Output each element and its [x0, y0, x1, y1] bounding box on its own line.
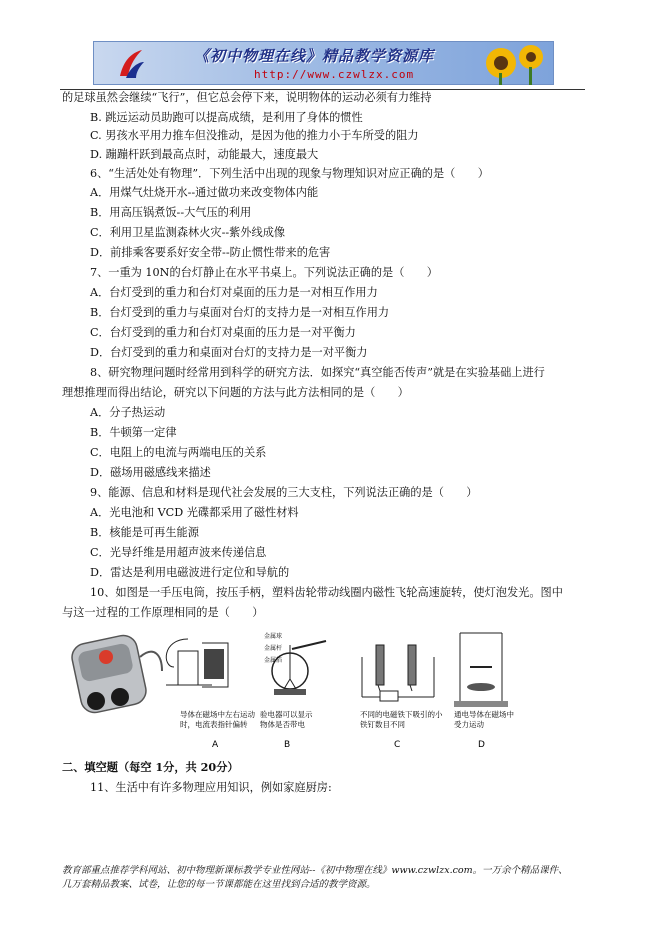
- diagram-c: [362, 645, 434, 701]
- option-a: A．光电池和 VCD 光碟都采用了磁性材料: [90, 506, 299, 519]
- question-9: 9、能源、信息和材料是现代社会发展的三大支柱，下列说法正确的是（ ）: [90, 486, 478, 499]
- option-b: B. 跳远运动员助跑可以提高成绩，是利用了身体的惯性: [90, 111, 363, 124]
- text-line: 的足球虽然会继续“飞行”，但它总会停下来，说明物体的运动必须有力维持: [62, 91, 432, 104]
- option-d: D．台灯受到的重力和桌面对台灯的支持力是一对平衡力: [90, 346, 368, 359]
- caption-b-2: 物体是否带电: [260, 720, 305, 729]
- option-c: C．利用卫星监测森林火灾--紫外线成像: [90, 226, 286, 239]
- caption-c-1: 不同的电磁铁下吸引的小: [360, 710, 443, 719]
- header-banner: [93, 41, 554, 85]
- caption-a-1: 导体在磁场中左右运动: [180, 710, 255, 719]
- option-c: C．光导纤维是用超声波来传递信息: [90, 546, 267, 559]
- footer-line: 几万套精品教案、试卷，让您的每一节课都能在这里找到合适的教学资源。: [62, 879, 376, 890]
- caption-b-1: 验电器可以显示: [260, 710, 313, 719]
- option-c: C．电阻上的电流与两端电压的关系: [90, 446, 267, 459]
- question-10: 10、如图是一手压电筒，按压手柄，塑料齿轮带动线圈内磁性飞轮高速旋转，使灯泡发光。图中: [90, 586, 563, 599]
- question-11: 11、生活中有许多物理应用知识，例如家庭厨房:: [90, 781, 332, 794]
- caption-d-1: 通电导体在磁场中: [454, 710, 514, 719]
- header-rule: [60, 89, 585, 90]
- option-b: B．核能是可再生能源: [90, 526, 199, 539]
- question-10-figure: [62, 627, 532, 757]
- question-10-cont: 与这一过程的工作原理相同的是（ ）: [62, 606, 264, 619]
- caption-c-2: 铁钉数目不同: [360, 720, 405, 729]
- header-url[interactable]: http://www.czwlzx.com: [254, 68, 415, 81]
- option-c: C. 男孩水平用力推车但没推动，是因为他的推力小于车所受的阻力: [90, 129, 419, 142]
- option-d: D．前排乘客要系好安全带--防止惯性带来的危害: [90, 246, 331, 259]
- flashlight-image: [69, 633, 162, 715]
- option-d: D. 蹦蹦杆跃到最高点时，动能最大，速度最大: [90, 148, 319, 161]
- question-8: 8、研究物理问题时经常用到科学的研究方法．如探究“真空能否传声”就是在实验基础上进行: [90, 366, 545, 379]
- diagram-b: [264, 632, 326, 695]
- label-metal-foil: 金属箔: [264, 657, 283, 664]
- option-a: A．用煤气灶烧开水--通过做功来改变物体内能: [90, 186, 319, 199]
- footer-line: 教育部重点推荐学科网站、初中物理新课标教学专业性网站--《初中物理在线》www.czwlzx.com。一万余个精品课件、: [62, 865, 568, 876]
- caption-d-2: 受力运动: [454, 720, 484, 729]
- diagram-a: [166, 639, 228, 687]
- sunflower-icon: [479, 43, 549, 85]
- footer: [62, 864, 602, 892]
- letter-b: B: [284, 740, 291, 750]
- question-8-cont: 理想推理而得出结论，研究以下问题的方法与此方法相同的是（ ）: [62, 386, 409, 399]
- option-d: D．雷达是利用电磁波进行定位和导航的: [90, 566, 290, 579]
- label-metal-ball: 金属球: [264, 633, 283, 640]
- option-a: A．台灯受到的重力和台灯对桌面的压力是一对相互作用力: [90, 286, 378, 299]
- question-7: 7、一重为 10N的台灯静止在水平书桌上。下列说法正确的是（ ）: [90, 266, 438, 279]
- option-d: D．磁场用磁感线来描述: [90, 466, 211, 479]
- letter-d: D: [478, 740, 485, 750]
- caption-a-2: 时，电流表指针偏转: [180, 720, 248, 729]
- section-title: 二、填空题（每空 1分，共 20分）: [62, 760, 239, 774]
- option-c: C．台灯受到的重力和台灯对桌面的压力是一对平衡力: [90, 326, 356, 339]
- option-a: A．分子热运动: [90, 406, 166, 419]
- letter-a: A: [212, 740, 219, 750]
- letter-c: C: [394, 740, 401, 750]
- option-b: B．台灯受到的重力与桌面对台灯的支持力是一对相互作用力: [90, 306, 390, 319]
- site-logo-icon: [116, 48, 146, 80]
- label-metal-rod: 金属杆: [264, 645, 283, 652]
- option-b: B．牛顿第一定律: [90, 426, 177, 439]
- option-b: B．用高压锅煮饭--大气压的利用: [90, 206, 252, 219]
- header-title: 《初中物理在线》精品教学资源库: [194, 47, 435, 65]
- diagram-d: [454, 633, 508, 707]
- question-6: 6、“生活处处有物理”．下列生活中出现的现象与物理知识对应正确的是（ ）: [90, 167, 489, 180]
